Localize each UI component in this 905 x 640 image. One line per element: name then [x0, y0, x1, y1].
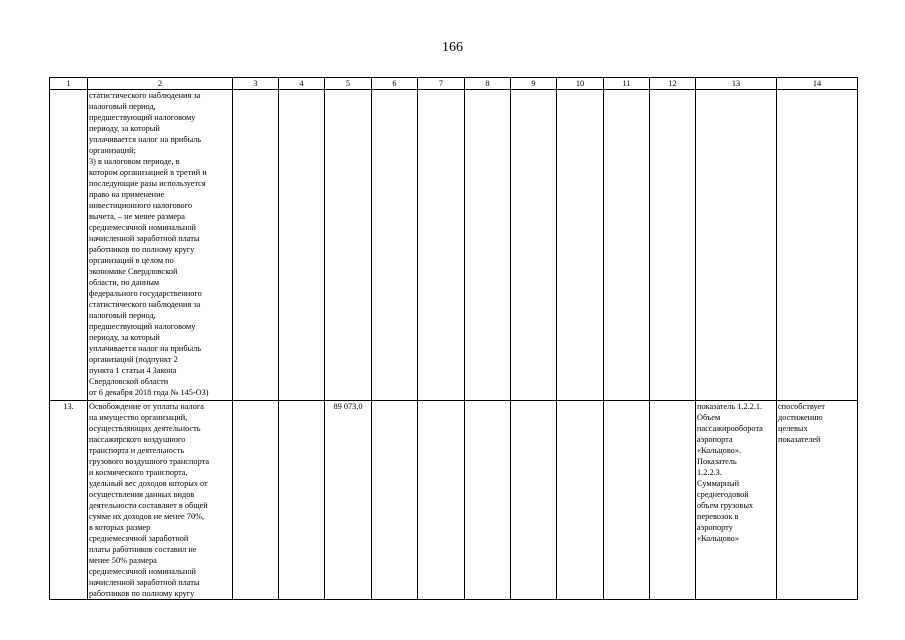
empty-cell: [604, 401, 650, 600]
table-row: [50, 401, 858, 600]
column-header-5: 5: [325, 78, 372, 90]
empty-cell: [465, 90, 511, 401]
column-header-6: 6: [372, 78, 418, 90]
empty-cell: [418, 401, 465, 600]
column-header-9: 9: [511, 78, 557, 90]
data-table: [49, 77, 858, 600]
empty-cell: [465, 401, 511, 600]
empty-cell: [650, 401, 696, 600]
empty-cell: [557, 90, 604, 401]
description-cell: Освобождение от уплаты налога на имущество организаций, осуществляющих деятельность пассажирского воздушного транспорта и деятельность грузового воздушного транспорта и космического транспорта, удельный вес доходов которых от осуществления данных видов деятельности составляет в общей сумме их доходов не менее 70%, в которых размер среднемесячной заработной платы работников составил не менее 50% размера среднемесячной номинальной начисленной заработной платы работников по полному кругу: [88, 401, 233, 600]
empty-cell: [279, 401, 325, 600]
empty-cell: [372, 90, 418, 401]
row-number-cell: 13.: [50, 401, 88, 600]
description-cell: статистического наблюдения за налоговый период, предшествующий налоговому периоду, за который уплачивается налог на прибыль организаций; 3) в налоговом периоде, в котором организацией в третий и последующие разы используется право на применение инвестиционного налогового вычета, – не менее размера среднемесячной номинальной начисленной заработной платы работников по полному кругу организаций в целом по экономике Свердловской области, по данным федерального государственного статистического наблюдения за налоговый период, предшествующий налоговому периоду, за который уплачивается налог на прибыль организаций (подпункт 2 пункта 1 статьи 4 Закона Свердловской области от 6 декабря 2018 года № 145-ОЗ): [88, 90, 233, 401]
column-header-3: 3: [233, 78, 279, 90]
column-header-12: 12: [650, 78, 696, 90]
column-header-11: 11: [604, 78, 650, 90]
page-number: 166: [442, 40, 463, 55]
column-header-7: 7: [418, 78, 465, 90]
header-row: [50, 78, 858, 90]
amount-cell: [325, 90, 372, 401]
column-header-14: 14: [777, 78, 858, 90]
empty-cell: [233, 401, 279, 600]
column-header-8: 8: [465, 78, 511, 90]
empty-cell: [233, 90, 279, 401]
indicator-cell: [696, 90, 777, 401]
row-number-cell: [50, 90, 88, 401]
table-row: [50, 90, 858, 401]
empty-cell: [557, 401, 604, 600]
empty-cell: [511, 401, 557, 600]
column-header-4: 4: [279, 78, 325, 90]
column-header-13: 13: [696, 78, 777, 90]
column-header-10: 10: [557, 78, 604, 90]
indicator-cell: показатель 1.2.2.1. Объем пассажирооборота аэропорта «Кольцово». Показатель 1.2.2.3. Суммарный среднегодовой объем грузовых перевозок в аэропорту «Кольцово»: [696, 401, 777, 600]
empty-cell: [372, 401, 418, 600]
empty-cell: [418, 90, 465, 401]
effect-cell: способствует достижению целевых показателей: [777, 401, 858, 600]
amount-cell: 89 073,0: [325, 401, 372, 600]
column-header-1: 1: [50, 78, 88, 90]
column-header-2: 2: [88, 78, 233, 90]
empty-cell: [650, 90, 696, 401]
empty-cell: [604, 90, 650, 401]
effect-cell: [777, 90, 858, 401]
empty-cell: [279, 90, 325, 401]
empty-cell: [511, 90, 557, 401]
